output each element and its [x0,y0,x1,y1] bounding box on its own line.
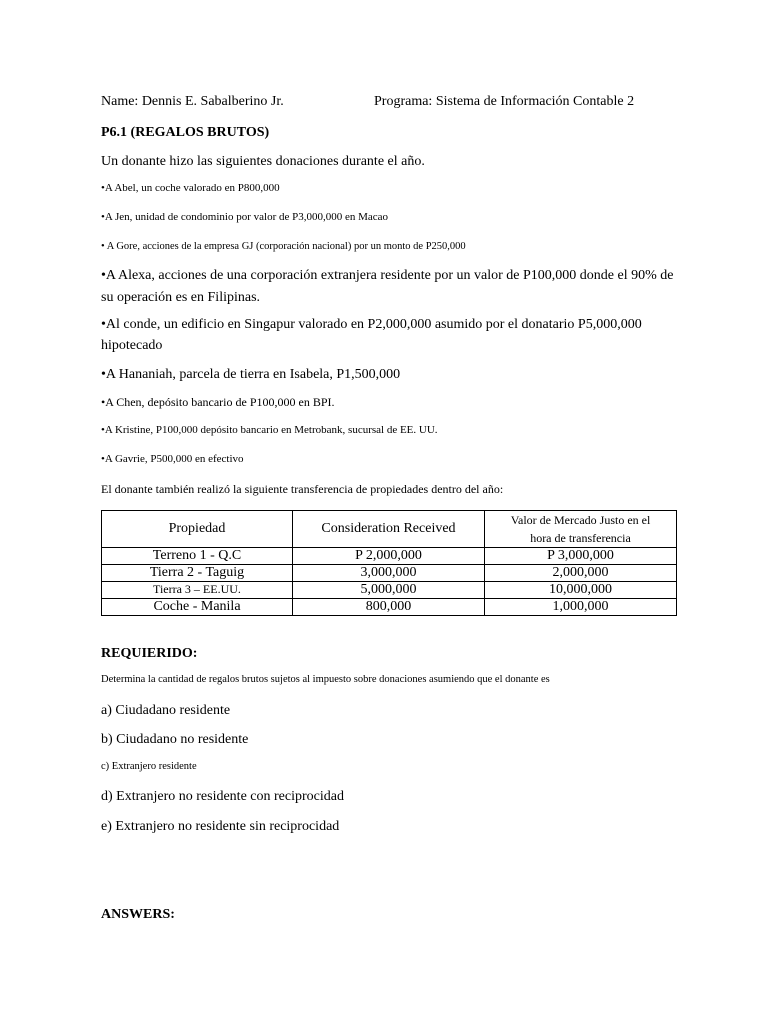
header-propiedad: Propiedad [102,511,293,548]
transfer-intro: El donante también realizó la siguiente transferencia de propiedades dentro del año: [101,482,504,496]
cell-fmv: 1,000,000 [485,599,677,616]
cell-fmv: P 3,000,000 [485,548,677,565]
donation-item: •Al conde, un edificio en Singapur valorado en P2,000,000 asumido por el donatario P5,000,000 [101,317,642,332]
student-name: Name: Dennis E. Sabalberino Jr. [101,94,284,109]
donation-item: •A Hananiah, parcela de tierra en Isabela, P1,500,000 [101,367,401,382]
property-transfer-table [101,510,677,616]
donation-item-continued: su operación es en Filipinas. [101,290,261,305]
donation-item: •A Kristine, P100,000 depósito bancario en Metrobank, sucursal de EE. UU. [101,424,438,436]
cell-fmv: 2,000,000 [485,565,677,582]
problem-title: P6.1 (REGALOS BRUTOS) [101,125,270,140]
cell-property: Coche - Manila [102,599,293,616]
donation-item: • A Gore, acciones de la empresa GJ (corporación nacional) por un monto de P250,000 [101,241,466,252]
header-fmv-line2: hora de transferencia [530,531,631,545]
option-b: b) Ciudadano no residente [101,732,249,747]
cell-consideration: 3,000,000 [293,565,485,582]
table-row [102,548,677,565]
option-e: e) Extranjero no residente sin reciprocidad [101,819,340,834]
donation-item: •A Abel, un coche valorado en P800,000 [101,182,280,194]
problem-intro: Un donante hizo las siguientes donaciones durante el año. [101,154,425,169]
table-row [102,565,677,582]
donation-item: •A Gavrie, P500,000 en efectivo [101,453,244,465]
cell-consideration: 800,000 [293,599,485,616]
option-c: c) Extranjero residente [101,761,197,772]
header-consideration: Consideration Received [293,511,485,548]
cell-property: Terreno 1 - Q.C [102,548,293,565]
donation-item: •A Alexa, acciones de una corporación extranjera residente por un valor de P100,000 donde el 90% de [101,268,674,283]
option-a: a) Ciudadano residente [101,703,231,718]
option-d: d) Extranjero no residente con reciprocidad [101,789,344,804]
table-header-row [102,511,677,548]
required-title: REQUIERIDO: [101,646,198,661]
donation-item: •A Chen, depósito bancario de P100,000 en BPI. [101,395,335,409]
header-fmv-line1: Valor de Mercado Justo en el [510,513,651,527]
donation-item-continued: hipotecado [101,338,163,353]
header-fair-market-value [485,511,677,548]
table-row [102,582,677,599]
required-prompt: Determina la cantidad de regalos brutos sujetos al impuesto sobre donaciones asumiendo que el donante es [101,674,550,685]
cell-consideration: P 2,000,000 [293,548,485,565]
table-row [102,599,677,616]
answers-label: ANSWERS: [101,907,175,922]
program-name: Programa: Sistema de Información Contable 2 [374,94,635,109]
cell-fmv: 10,000,000 [485,582,677,599]
cell-property: Tierra 2 - Taguig [102,565,293,582]
donation-item: •A Jen, unidad de condominio por valor de P3,000,000 en Macao [101,211,389,223]
cell-property: Tierra 3 – EE.UU. [102,582,293,599]
cell-consideration: 5,000,000 [293,582,485,599]
